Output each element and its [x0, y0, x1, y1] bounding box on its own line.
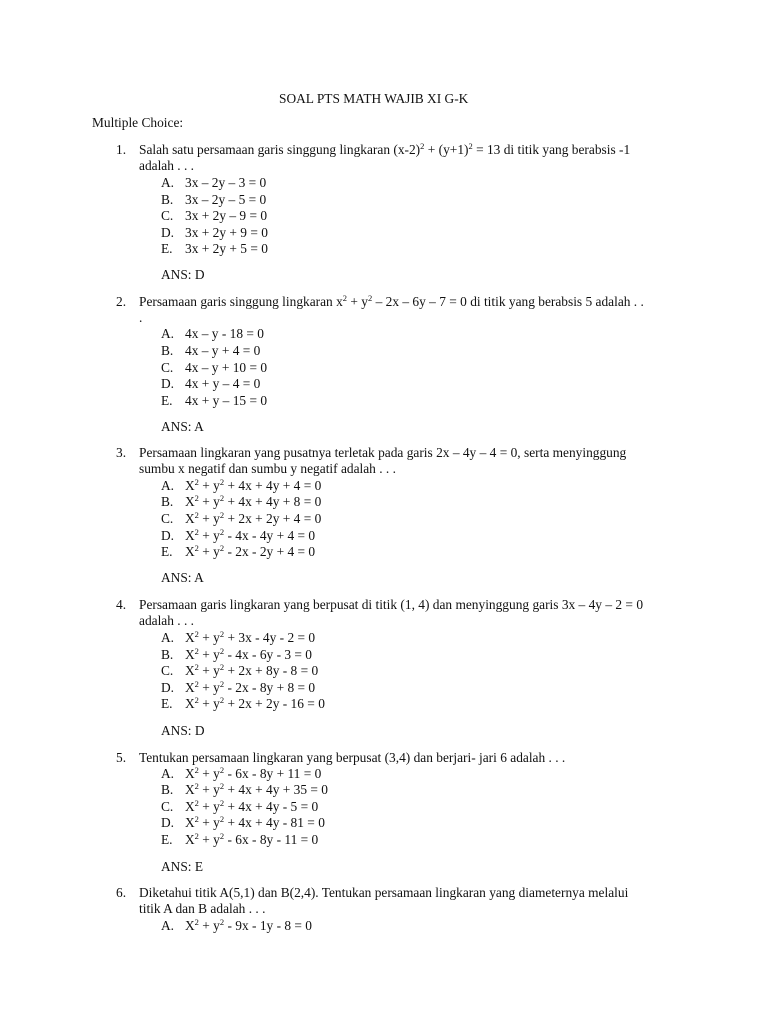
text-run: + 2x + 2y - 16 = 0	[224, 696, 325, 711]
text-run: 4x – y + 10 = 0	[185, 360, 268, 375]
superscript: 2	[219, 510, 225, 520]
superscript: 2	[194, 814, 199, 824]
option-text	[185, 816, 325, 829]
question-stem-line	[139, 143, 630, 156]
text-run: 3x + 2y – 9 = 0	[185, 208, 268, 223]
text-run: - 2x - 8y + 8 = 0	[224, 680, 316, 695]
text-run: - 6x - 8y - 11 = 0	[224, 832, 319, 847]
text-run: X	[185, 815, 195, 830]
text-run: 4x + y – 4 = 0	[185, 376, 261, 391]
text-run: - 9x - 1y - 8 = 0	[224, 918, 313, 933]
text-run: X	[185, 478, 195, 493]
option-text	[185, 664, 318, 677]
superscript: 2	[194, 798, 199, 808]
superscript: 2	[219, 814, 225, 824]
question-number: 6.	[116, 885, 127, 900]
text-run: + 4x + 4y - 5 = 0	[224, 799, 319, 814]
text-run: X	[185, 494, 195, 509]
option-text	[185, 327, 264, 340]
text-run: Persamaan garis lingkaran yang berpusat di titik (1, 4) dan menyinggung garis 3x – 4y – 2 = 0	[139, 597, 644, 612]
text-run: X	[185, 647, 195, 662]
superscript: 2	[194, 477, 199, 487]
question-number: 5.	[116, 750, 127, 765]
option-text	[185, 479, 321, 492]
text-run: Salah satu persamaan garis singgung lingkaran (x-2)	[139, 142, 421, 157]
superscript: 2	[194, 493, 199, 503]
option-text	[185, 919, 312, 932]
superscript: 2	[194, 917, 199, 927]
option-letter: D.	[161, 376, 175, 391]
option-letter: A.	[161, 630, 175, 645]
option-letter: E.	[161, 832, 173, 847]
superscript: 2	[219, 527, 225, 537]
superscript: 2	[194, 781, 199, 791]
superscript: 2	[219, 543, 225, 553]
superscript: 2	[194, 629, 199, 639]
option-text	[185, 361, 267, 374]
text-run: X	[185, 696, 195, 711]
option-letter: B.	[161, 494, 174, 509]
superscript: 2	[194, 695, 199, 705]
text-run: Persamaan garis singgung lingkaran x	[139, 294, 343, 309]
text-run: + 3x - 4y - 2 = 0	[224, 630, 316, 645]
superscript: 2	[219, 765, 225, 775]
text-run: + 4x + 4y + 8 = 0	[224, 494, 322, 509]
question-stem-line	[139, 751, 565, 764]
text-run: X	[185, 663, 195, 678]
option-letter: C.	[161, 360, 174, 375]
text-run: X	[185, 799, 195, 814]
text-run: X	[185, 918, 195, 933]
superscript: 2	[194, 510, 199, 520]
answer-key: ANS: D	[161, 267, 205, 282]
text-run: Tentukan persamaan lingkaran yang berpusat (3,4) dan berjari- jari 6 adalah . . .	[139, 750, 566, 765]
option-text	[185, 681, 315, 694]
superscript: 2	[194, 765, 199, 775]
question-number: 2.	[116, 294, 127, 309]
option-letter: E.	[161, 241, 173, 256]
option-text	[185, 631, 315, 644]
text-run: + y	[198, 528, 220, 543]
text-run: Persamaan lingkaran yang pusatnya terletak pada garis 2x – 4y – 4 = 0, serta menyinggung	[139, 445, 627, 460]
option-letter: C.	[161, 511, 174, 526]
superscript: 2	[219, 662, 225, 672]
text-run: 4x – y + 4 = 0	[185, 343, 261, 358]
superscript: 2	[368, 293, 373, 303]
option-text	[185, 242, 268, 255]
question-number: 3.	[116, 445, 127, 460]
answer-key: ANS: D	[161, 723, 205, 738]
text-run: X	[185, 511, 195, 526]
text-run: titik A dan B adalah . . .	[139, 901, 266, 916]
text-run: X	[185, 766, 195, 781]
option-text	[185, 176, 266, 189]
question-stem-line	[139, 446, 626, 459]
option-text	[185, 226, 268, 239]
answer-key: ANS: E	[161, 859, 204, 874]
option-text	[185, 783, 328, 796]
superscript: 2	[219, 831, 225, 841]
text-run: + y	[198, 511, 220, 526]
text-run: + 4x + 4y + 4 = 0	[224, 478, 322, 493]
superscript: 2	[194, 646, 199, 656]
option-text	[185, 512, 321, 525]
option-letter: A.	[161, 766, 175, 781]
option-letter: C.	[161, 799, 174, 814]
text-run: + 4x + 4y - 81 = 0	[224, 815, 325, 830]
option-letter: E.	[161, 393, 173, 408]
superscript: 2	[194, 527, 199, 537]
text-run: + 2x + 2y + 4 = 0	[224, 511, 322, 526]
text-run: + y	[198, 918, 220, 933]
option-text	[185, 495, 321, 508]
superscript: 2	[194, 831, 199, 841]
question-stem-line	[139, 462, 396, 475]
text-run: 4x – y - 18 = 0	[185, 326, 264, 341]
option-letter: D.	[161, 528, 175, 543]
option-text	[185, 209, 267, 222]
text-run: - 4x - 4y + 4 = 0	[224, 528, 316, 543]
text-run: 3x – 2y – 3 = 0	[185, 175, 267, 190]
superscript: 2	[219, 646, 225, 656]
option-letter: E.	[161, 696, 173, 711]
question-stem-line	[139, 598, 643, 611]
option-letter: C.	[161, 663, 174, 678]
question-stem-line	[139, 295, 644, 308]
option-text	[185, 193, 266, 206]
answer-key: ANS: A	[161, 570, 204, 585]
text-run: 3x + 2y + 5 = 0	[185, 241, 268, 256]
superscript: 2	[219, 477, 225, 487]
option-text	[185, 529, 315, 542]
text-run: Diketahui titik A(5,1) dan B(2,4). Tentukan persamaan lingkaran yang diameternya melalui	[139, 885, 629, 900]
text-run: adalah . . .	[139, 158, 195, 173]
option-letter: E.	[161, 544, 173, 559]
option-letter: B.	[161, 782, 174, 797]
option-text	[185, 800, 318, 813]
option-letter: B.	[161, 343, 174, 358]
text-run: + y	[198, 782, 220, 797]
text-run: + y	[198, 663, 220, 678]
option-text	[185, 697, 325, 710]
question-number: 1.	[116, 142, 127, 157]
text-run: X	[185, 630, 195, 645]
question-stem-line	[139, 311, 142, 324]
document-title: SOAL PTS MATH WAJIB XI G-K	[279, 91, 469, 106]
option-text	[185, 344, 260, 357]
text-run: .	[139, 310, 143, 325]
superscript: 2	[219, 781, 225, 791]
superscript: 2	[219, 798, 225, 808]
superscript: 2	[219, 679, 225, 689]
text-run: + y	[198, 815, 220, 830]
option-letter: D.	[161, 680, 175, 695]
text-run: + y	[198, 832, 220, 847]
question-stem-line	[139, 159, 194, 172]
text-run: + 2x + 8y - 8 = 0	[224, 663, 319, 678]
text-run: + (y+1)	[424, 142, 469, 157]
question-number: 4.	[116, 597, 127, 612]
option-text	[185, 648, 312, 661]
text-run: + y	[198, 494, 220, 509]
text-run: - 4x - 6y - 3 = 0	[224, 647, 313, 662]
text-run: 3x + 2y + 9 = 0	[185, 225, 268, 240]
text-run: + y	[198, 478, 220, 493]
option-text	[185, 394, 267, 407]
text-run: – 2x – 6y – 7 = 0 di titik yang berabsis 5 adalah . .	[372, 294, 644, 309]
superscript: 2	[468, 141, 473, 151]
text-run: X	[185, 782, 195, 797]
superscript: 2	[194, 662, 199, 672]
superscript: 2	[219, 493, 225, 503]
question-stem-line	[139, 902, 265, 915]
text-run: + y	[198, 544, 220, 559]
text-run: X	[185, 680, 195, 695]
text-run: + y	[198, 647, 220, 662]
superscript: 2	[219, 917, 225, 927]
text-run: + 4x + 4y + 35 = 0	[224, 782, 328, 797]
text-run: - 6x - 8y + 11 = 0	[224, 766, 322, 781]
option-text	[185, 545, 315, 558]
option-letter: D.	[161, 225, 175, 240]
text-run: + y	[198, 680, 220, 695]
answer-key: ANS: A	[161, 419, 204, 434]
option-text	[185, 377, 260, 390]
text-run: + y	[198, 630, 220, 645]
text-run: - 2x - 2y + 4 = 0	[224, 544, 316, 559]
superscript: 2	[219, 695, 225, 705]
text-run: adalah . . .	[139, 613, 195, 628]
superscript: 2	[420, 141, 425, 151]
superscript: 2	[219, 629, 225, 639]
option-letter: D.	[161, 815, 175, 830]
superscript: 2	[194, 679, 199, 689]
text-run: + y	[198, 799, 220, 814]
text-run: 3x – 2y – 5 = 0	[185, 192, 267, 207]
text-run: X	[185, 544, 195, 559]
text-run: X	[185, 832, 195, 847]
text-run: 4x + y – 15 = 0	[185, 393, 268, 408]
text-run: + y	[198, 696, 220, 711]
text-run: X	[185, 528, 195, 543]
option-letter: A.	[161, 918, 175, 933]
text-run: + y	[347, 294, 368, 309]
superscript: 2	[342, 293, 348, 303]
option-letter: A.	[161, 175, 175, 190]
option-letter: A.	[161, 478, 175, 493]
option-text	[185, 767, 321, 780]
option-text	[185, 833, 318, 846]
superscript: 2	[194, 543, 199, 553]
option-letter: C.	[161, 208, 174, 223]
text-run: sumbu x negatif dan sumbu y negatif adalah . . .	[139, 461, 396, 476]
question-stem-line	[139, 614, 194, 627]
question-stem-line	[139, 886, 628, 899]
text-run: = 13 di titik yang berabsis -1	[472, 142, 631, 157]
text-run: + y	[198, 766, 220, 781]
option-letter: B.	[161, 647, 174, 662]
section-label: Multiple Choice:	[92, 115, 184, 130]
option-letter: A.	[161, 326, 175, 341]
option-letter: B.	[161, 192, 174, 207]
